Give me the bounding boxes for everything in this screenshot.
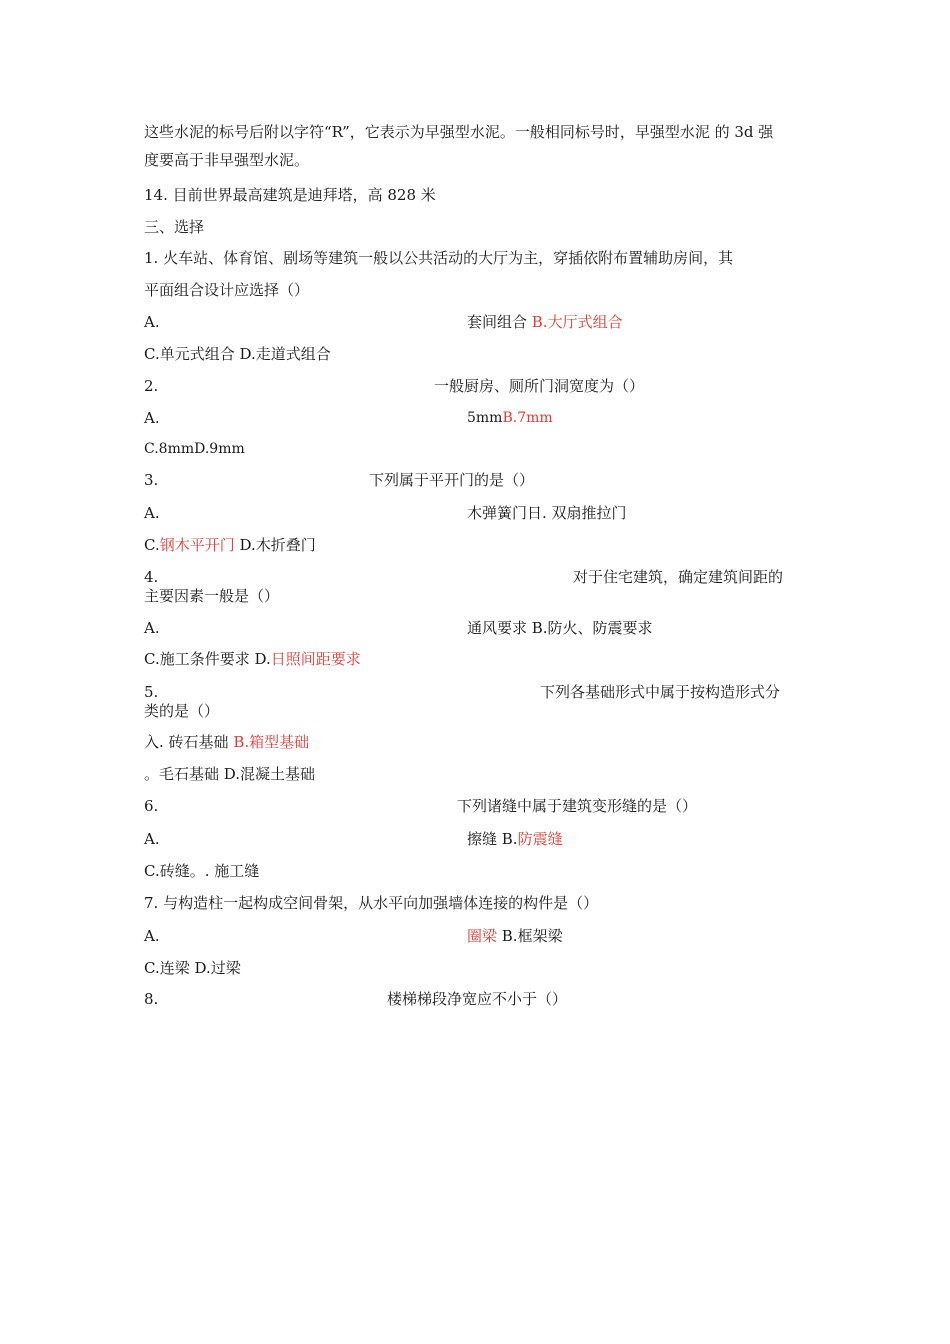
question-7-option-a-label: A. (144, 927, 160, 945)
question-3-number: 3. (144, 471, 159, 489)
question-5-options-ab (144, 732, 309, 752)
intro-line-2: 度要高于非早强型水泥。 (144, 151, 310, 169)
question-1-options-cd: C.单元式组合 D.走道式组合 (144, 345, 331, 363)
question-6-option-a-label: A. (144, 830, 160, 848)
question-6-answer-b: 防震缝 (517, 830, 563, 848)
question-1-answer-b: B.大厅式组合 (531, 313, 623, 331)
question-8-text: 楼梯梯段净宽应不小于（） (387, 990, 568, 1008)
question-4-options-cd (144, 649, 361, 669)
question-1-options-ab (467, 312, 623, 332)
question-7-options-cd: C.连梁 D.过梁 (144, 959, 241, 977)
question-3-option-a-label: A. (144, 504, 160, 522)
question-6-options-ab (467, 829, 563, 849)
question-2-number: 2. (144, 377, 159, 395)
question-1-line-1: 1. 火车站、体育馆、剧场等建筑一般以公共活动的大厅为主，穿插依附布置辅助房间，其 (144, 249, 734, 267)
question-3-text: 下列属于平开门的是（） (369, 471, 535, 489)
question-6-option-a-text: 擦缝 B. (467, 830, 518, 848)
question-6-text: 下列诸缝中属于建筑变形缝的是（） (457, 797, 698, 815)
question-4-option-c: C.施工条件要求 D. (144, 650, 271, 668)
question-5-answer-b: B.箱型基础 (233, 733, 310, 751)
question-4-line-2: 主要因素一般是（） (144, 587, 280, 605)
question-5-line-2: 类的是（） (144, 702, 220, 720)
question-5-text: 下列各基础形式中属于按构造形式分 (540, 683, 781, 701)
question-3-options-ab: 木弹簧门日. 双扇推拉门 (467, 504, 627, 522)
question-7-options-ab (467, 926, 563, 946)
question-2-option-a-text: 5mm (467, 410, 503, 426)
question-7-option-b: B.框架梁 (497, 927, 563, 945)
question-5-options-cd: 。毛石基础 D.混凝土基础 (144, 765, 316, 783)
question-1-line-2: 平面组合设计应选择（） (144, 281, 310, 299)
question-5-option-a: 入. 砖石基础 (144, 733, 234, 751)
question-7-answer-a: 圈梁 (467, 927, 498, 945)
item-14: 14. 目前世界最高建筑是迪拜塔，高 828 米 (144, 186, 436, 204)
question-5-number: 5. (144, 683, 159, 701)
question-4-options-ab: 通风要求 B.防火、防震要求 (467, 619, 653, 637)
section-heading: 三、选择 (144, 218, 205, 236)
question-2-text: 一般厨房、厕所门洞宽度为（） (434, 377, 645, 395)
intro-line-1: 这些水泥的标号后附以字符“R”，它表示为早强型水泥。一般相同标号时，早强型水泥 的 3d 强 (144, 123, 774, 141)
question-1-option-a-text: 套间组合 (467, 313, 532, 331)
question-7-line: 7. 与构造柱一起构成空间骨架，从水平向加强墙体连接的构件是（） (144, 894, 599, 912)
question-4-text: 对于住宅建筑，确定建筑间距的 (573, 568, 784, 586)
question-8-number: 8. (144, 990, 159, 1008)
question-4-number: 4. (144, 568, 159, 586)
question-6-options-cd: C.砖缝。. 施工缝 (144, 862, 260, 880)
question-2-options-ab (467, 408, 553, 428)
question-3-option-d: D.木折叠门 (234, 536, 316, 554)
question-1-option-a-label: A. (144, 313, 160, 331)
question-3-answer-c: 钢木平开门 (159, 536, 235, 554)
question-4-answer-d: 日照间距要求 (270, 650, 361, 668)
question-2-answer-b: B.7mm (502, 410, 553, 426)
question-2-option-a-label: A. (144, 409, 160, 427)
question-4-option-a-label: A. (144, 619, 160, 637)
question-3-option-c-prefix: C. (144, 536, 160, 554)
question-3-options-cd (144, 535, 316, 555)
question-2-options-cd: C.8mmD.9mm (144, 441, 245, 457)
question-6-number: 6. (144, 797, 159, 815)
